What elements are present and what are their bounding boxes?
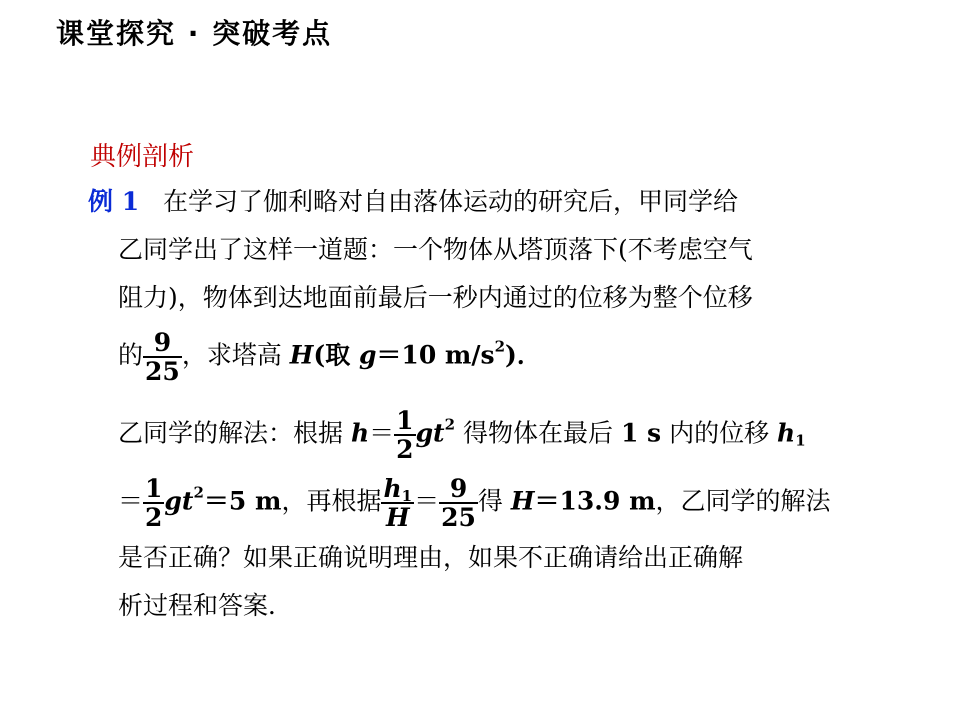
fraction-denominator: 2 [145,503,163,532]
subscript: 1 [401,486,413,505]
text: 乙同学的解法：根据 [118,418,351,448]
text: 内的位移 [661,418,778,448]
text: 得 [477,486,511,516]
subscript: 1 [795,431,806,450]
var-g: g [358,340,377,370]
var-h: h [350,418,370,448]
fraction-nine-25 [143,330,182,384]
section-heading: 典例剖析 [90,142,195,172]
fraction-half [143,476,164,530]
fraction-nine-25 [439,476,478,530]
var-H: H [385,503,410,532]
example-line-1 [88,184,738,220]
text: ，再根据 [281,486,382,516]
page-header: 课堂探究 · 突破考点 [56,17,333,50]
text: 1 s [620,418,662,448]
text: 的 [118,340,144,370]
fraction-denominator: 25 [145,357,180,386]
var-t: t [433,418,445,448]
superscript: 2 [444,415,456,434]
example-text-1: 在学习了伽利略对自由落体运动的研究后，甲同学给 [162,187,738,216]
var-H: H [510,486,535,516]
solution-line-1 [118,408,806,462]
fraction-numerator: 1 [396,406,414,435]
fraction-half [394,408,415,462]
var-t: t [181,486,194,516]
fraction-numerator: 9 [439,476,478,504]
solution-line-4: 析过程和答案． [118,591,294,620]
text: ，求塔高 [181,340,290,370]
example-label: 例 1 [88,187,140,216]
text: (取 [313,340,359,370]
var-g: g [415,418,434,448]
var-H: H [289,340,314,370]
fraction-numerator: 9 [143,330,182,358]
example-line-3: 阻力)，物体到达地面前最后一秒内通过的位移为整个位移 [118,283,753,312]
text: 得物体在最后 [455,418,621,448]
text: ＝ [118,486,144,516]
text: ＝ [369,418,395,448]
text: ＝13.9 m [534,486,656,516]
text: ＝10 m/s [376,340,495,370]
solution-line-3: 是否正确？如果正确说明理由，如果不正确请给出正确解 [118,543,744,572]
fraction-numerator: 1 [145,474,163,503]
example-line-2: 乙同学出了这样一道题：一个物体从塔顶落下(不考虑空气 [118,235,753,264]
text: ＝ [414,486,440,516]
fraction-denominator: 25 [441,503,476,532]
fraction-denominator: 2 [396,435,414,464]
text: ＝5 m [203,486,282,516]
text: )． [505,340,542,370]
var-g: g [164,486,182,516]
text: ，乙同学的解法 [655,486,831,516]
var-h: h [383,474,402,503]
solution-line-2 [118,476,831,530]
superscript: 2 [193,483,204,502]
superscript: 2 [494,337,506,356]
fraction-h1-over-H [381,476,414,530]
example-line-4 [118,330,542,384]
var-h: h [777,418,796,448]
